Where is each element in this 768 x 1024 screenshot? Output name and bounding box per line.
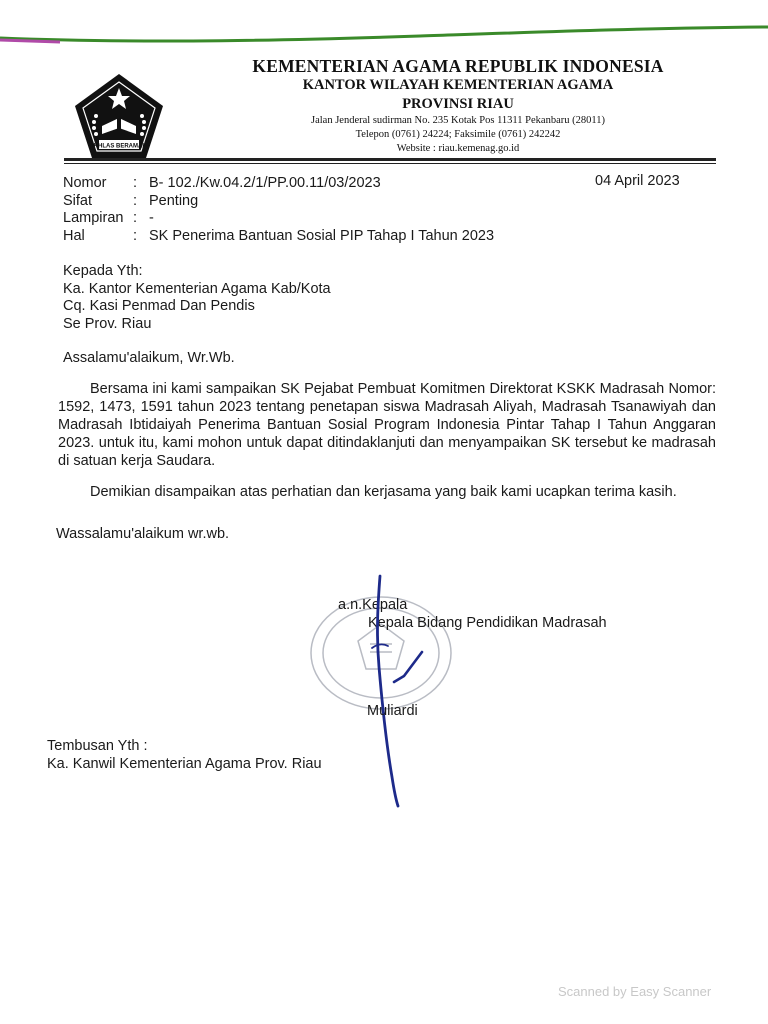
meta-label: Lampiran xyxy=(63,210,124,226)
office-name: KANTOR WILAYAH KEMENTERIAN AGAMA xyxy=(302,77,614,93)
meta-value: B- 102./Kw.04.2/1/PP.00.11/03/2023 xyxy=(149,175,381,191)
letter-meta xyxy=(63,175,494,245)
copy-title: Tembusan Yth : xyxy=(47,738,148,754)
meta-row-nomor xyxy=(63,175,494,193)
meta-value: SK Penerima Bantuan Sosial PIP Tahap I Tahun 2023 xyxy=(149,227,495,244)
ministry-name: KEMENTERIAN AGAMA REPUBLIK INDONESIA xyxy=(252,56,664,76)
recipient-line: Se Prov. Riau xyxy=(63,315,152,332)
meta-value: Penting xyxy=(149,192,199,209)
meta-row-hal xyxy=(63,228,494,246)
recipient-line: Ka. Kantor Kementerian Agama Kab/Kota xyxy=(63,280,331,297)
meta-label: Hal xyxy=(63,227,85,244)
letterhead xyxy=(168,56,748,156)
closing-salutation: Wassalamu'alaikum wr.wb. xyxy=(56,526,230,542)
signature-an: a.n.Kepala xyxy=(338,597,408,613)
meta-label: Nomor xyxy=(63,175,107,191)
office-phone: Telepon (0761) 24224; Faksimile (0761) 242242 xyxy=(355,129,561,140)
office-address: Jalan Jenderal sudirman No. 235 Kotak Pos 11311 Pekanbaru (28011) xyxy=(311,115,605,126)
meta-colon: : xyxy=(133,175,138,191)
meta-label: Sifat xyxy=(63,192,93,209)
copy-block xyxy=(47,737,322,773)
handwritten-signature xyxy=(370,572,440,812)
meta-value: - xyxy=(149,210,154,226)
meta-row-lampiran xyxy=(63,210,494,228)
letter-date: 04 April 2023 xyxy=(595,173,680,189)
body-paragraph-1: Bersama ini kami sampaikan SK Pejabat Pembuat Komitmen Direktorat KSKK Madrasah Nomor: 1592, 1473, 1591 tahun 2023 tentang penetapan siswa Madrasah Aliyah, Madrasah Tsanawiyah dan Madrasah Ibtidaiyah Penerima Bantuan Sosial Program Indonesia Pintar Tahap I Tahun Anggaran 2023. untuk itu, kami mohon untuk dapat ditindaklanjuti dan menyampaikan SK tersebut ke madrasah di satuan kerja Saudara. xyxy=(58,381,716,469)
signer-name: Muliardi xyxy=(367,703,418,719)
meta-row-sifat xyxy=(63,193,494,211)
scan-edge-line xyxy=(0,0,768,50)
meta-colon: : xyxy=(133,210,138,226)
recipient-block xyxy=(63,263,331,333)
signature-position: Kepala Bidang Pendidikan Madrasah xyxy=(368,615,607,631)
province-name: PROVINSI RIAU xyxy=(402,96,514,112)
recipient-line: Cq. Kasi Penmad Dan Pendis xyxy=(63,298,255,314)
ministry-logo xyxy=(72,72,166,162)
greeting: Assalamu'alaikum, Wr.Wb. xyxy=(63,350,235,366)
letterhead-rule-thin xyxy=(64,163,716,164)
letterhead-rule-thick xyxy=(64,158,716,161)
body-paragraph-2: Demikian disampaikan atas perhatian dan kerjasama yang baik kami ucapkan terima kasih. xyxy=(90,484,677,500)
copy-line: Ka. Kanwil Kementerian Agama Prov. Riau xyxy=(47,756,322,772)
recipient-line: Kepada Yth: xyxy=(63,263,143,279)
office-website: Website : riau.kemenag.go.id xyxy=(396,143,520,154)
meta-colon: : xyxy=(133,192,138,209)
scanner-watermark: Scanned by Easy Scanner xyxy=(558,984,712,999)
meta-colon: : xyxy=(133,227,138,244)
logo-motto: IKHLAS BERAMAL xyxy=(92,143,146,150)
